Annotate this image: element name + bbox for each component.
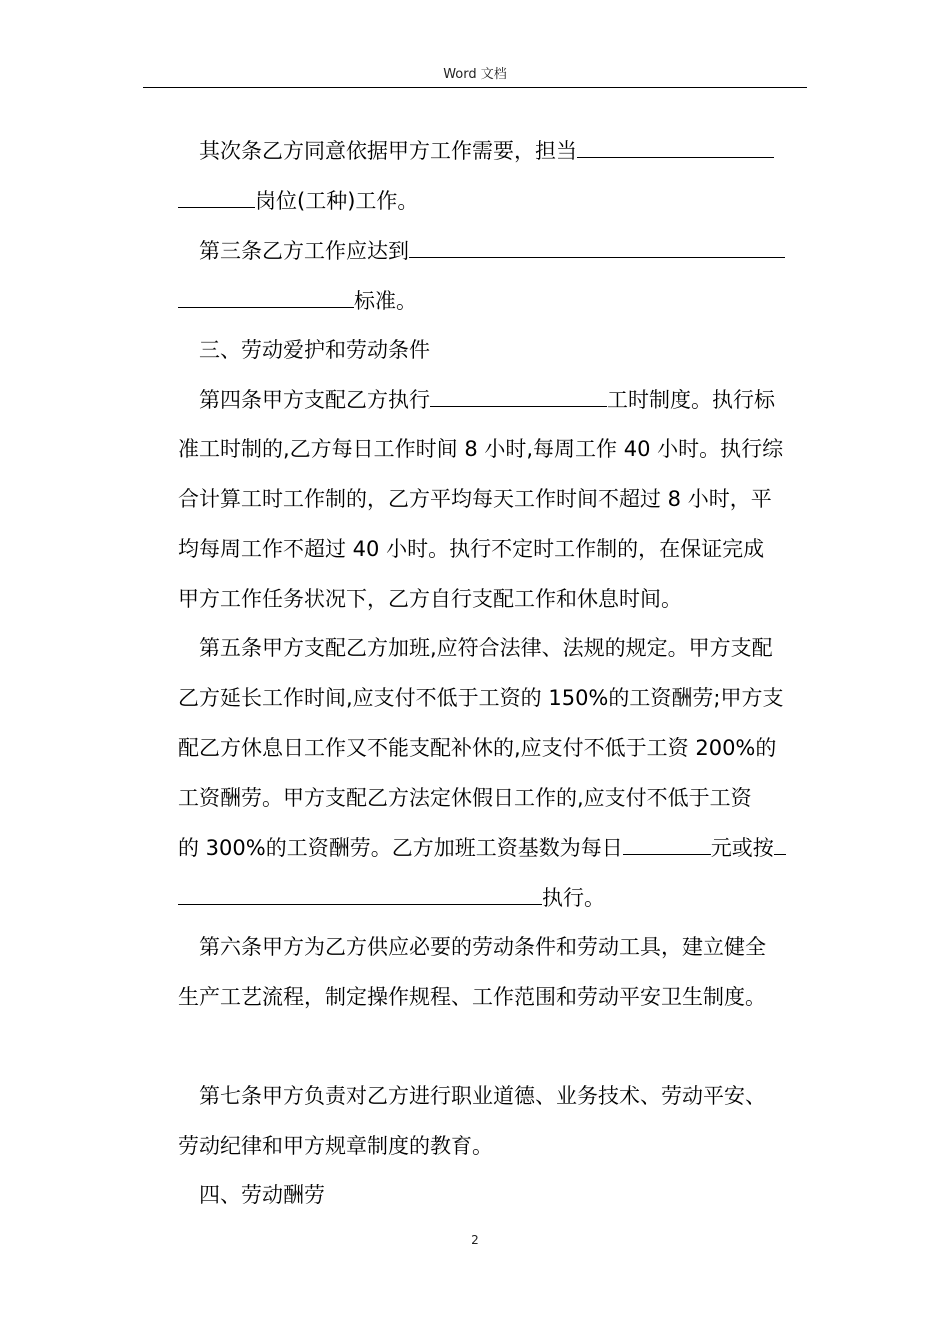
line-text: 的 300%的工资酬劳。乙方加班工资基数为每日 [178, 836, 623, 860]
paragraph-line: 乙方延长工作时间,应支付不低于工资的 150%的工资酬劳;甲方支 [178, 686, 784, 710]
paragraph-line: 第六条甲方为乙方供应必要的劳动条件和劳动工具，建立健全 [199, 935, 766, 959]
paragraph-line: 配乙方休息日工作又不能支配补休的,应支付不低于工资 200%的 [178, 736, 777, 760]
line-text: 标准。 [354, 289, 417, 313]
page-number: 2 [471, 1233, 479, 1247]
section-heading: 四、劳动酬劳 [199, 1183, 325, 1207]
paragraph-line: 第七条甲方负责对乙方进行职业道德、业务技术、劳动平安、 [199, 1084, 766, 1108]
line-text: 第三条乙方工作应达到 [199, 239, 409, 263]
paragraph-line: 劳动纪律和甲方规章制度的教育。 [178, 1134, 493, 1158]
fill-blank [178, 186, 255, 208]
paragraph-line [178, 883, 808, 912]
paragraph-line [199, 136, 829, 165]
fill-blank [577, 136, 774, 158]
paragraph-line: 均每周工作不超过 40 小时。执行不定时工作制的，在保证完成 [178, 537, 765, 561]
paragraph-line: 生产工艺流程，制定操作规程、工作范围和劳动平安卫生制度。 [178, 985, 766, 1009]
paragraph-line [178, 186, 808, 215]
paragraph-line: 准工时制的,乙方每日工作时间 8 小时,每周工作 40 小时。执行综 [178, 437, 784, 461]
fill-blank [430, 385, 607, 407]
line-text: 执行。 [542, 886, 605, 910]
fill-blank [178, 883, 542, 905]
fill-blank [409, 236, 785, 258]
line-text: 元或按 [710, 836, 774, 860]
line-text: 其次条乙方同意依据甲方工作需要，担当 [199, 139, 577, 163]
line-text: 第四条甲方支配乙方执行 [199, 388, 430, 412]
fill-blank [774, 833, 786, 855]
paragraph-line: 工资酬劳。甲方支配乙方法定休假日工作的,应支付不低于工资 [178, 786, 752, 810]
fill-blank [178, 286, 354, 308]
paragraph-line [178, 833, 808, 862]
document-header-label: Word 文档 [443, 67, 507, 82]
line-text: 岗位(工种)工作。 [255, 189, 419, 213]
line-text: 工时制度。执行标 [607, 388, 775, 412]
paragraph-line [199, 385, 829, 414]
fill-blank [623, 833, 711, 855]
section-heading: 三、劳动爱护和劳动条件 [199, 338, 430, 362]
paragraph-line [178, 286, 808, 315]
paragraph-line [199, 236, 829, 265]
paragraph-line: 甲方工作任务状况下，乙方自行支配工作和休息时间。 [178, 587, 682, 611]
paragraph-line: 合计算工时工作制的，乙方平均每天工作时间不超过 8 小时，平 [178, 487, 772, 511]
paragraph-line: 第五条甲方支配乙方加班,应符合法律、法规的规定。甲方支配 [199, 636, 773, 660]
header-rule [143, 87, 807, 88]
